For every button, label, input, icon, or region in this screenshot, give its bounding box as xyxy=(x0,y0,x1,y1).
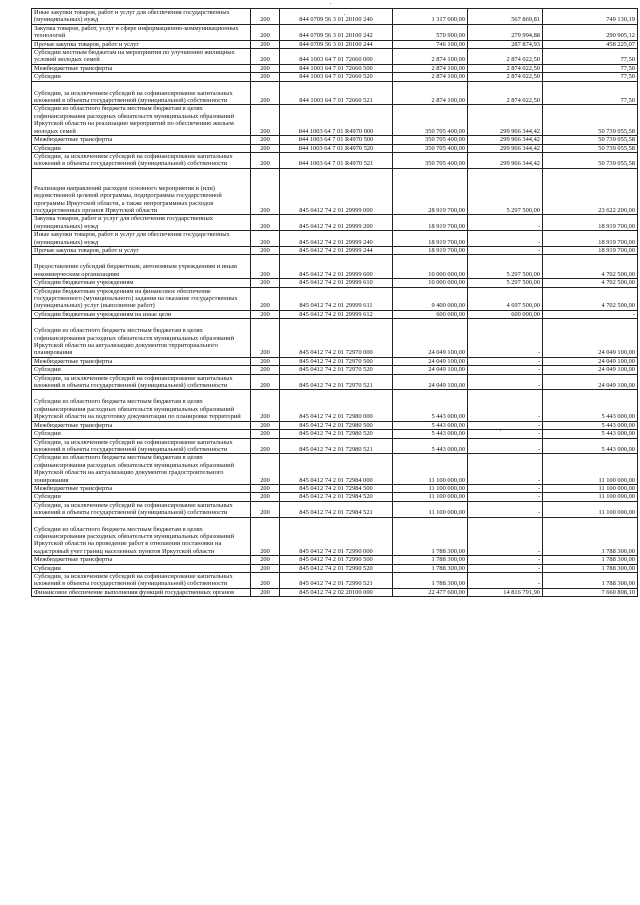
row-rest: 1 788 300,00 xyxy=(543,564,638,572)
row-fact: - xyxy=(468,493,543,501)
row-name: Субсидии xyxy=(32,564,251,572)
row-kbk: 845 0412 74 2 01 72970 000 xyxy=(280,319,393,358)
row-plan: 570 900,00 xyxy=(393,24,468,40)
row-rest: 5 443 000,00 xyxy=(543,390,638,421)
row-name: Межбюджетные трансферты xyxy=(32,136,251,144)
table-row xyxy=(32,357,638,365)
row-code: 200 xyxy=(251,430,280,438)
row-code: 200 xyxy=(251,493,280,501)
table-row xyxy=(32,517,638,556)
row-plan: 24 049 100,00 xyxy=(393,366,468,374)
row-plan: 5 443 000,00 xyxy=(393,421,468,429)
row-rest: 77,50 xyxy=(543,64,638,72)
row-fact: - xyxy=(468,374,543,390)
row-plan: 2 874 100,00 xyxy=(393,49,468,65)
table-row xyxy=(32,454,638,485)
row-fact: - xyxy=(468,421,543,429)
row-kbk: 845 0412 74 2 01 29999 200 xyxy=(280,215,393,231)
row-fact: 2 874 022,50 xyxy=(468,81,543,105)
row-code: 200 xyxy=(251,215,280,231)
row-kbk: 845 0412 74 2 01 72970 521 xyxy=(280,374,393,390)
row-plan: 18 919 700,00 xyxy=(393,215,468,231)
table-row xyxy=(32,255,638,279)
row-name: Реализация направлений расходов основного мероприятия и (или) ведомственной целевой программы, подпрограммы государственной программы Иркутской области, а также непрограммных расходов государственных органов Иркутской области xyxy=(32,168,251,215)
row-code: 200 xyxy=(251,573,280,589)
row-plan: 11 100 000,00 xyxy=(393,493,468,501)
row-code: 200 xyxy=(251,287,280,310)
row-plan: 1 317 000,00 xyxy=(393,9,468,25)
row-rest: 4 702 500,00 xyxy=(543,287,638,310)
row-fact: - xyxy=(468,430,543,438)
row-kbk: 844 1003 64 7 01 R4970 500 xyxy=(280,136,393,144)
row-fact: 299 966 344,42 xyxy=(468,152,543,168)
row-kbk: 845 0412 74 2 01 72980 500 xyxy=(280,421,393,429)
row-code: 200 xyxy=(251,246,280,254)
row-rest: 24 049 100,00 xyxy=(543,366,638,374)
row-plan: 10 000 000,00 xyxy=(393,279,468,287)
row-kbk: 844 1003 64 7 01 R4970 520 xyxy=(280,144,393,152)
row-rest: 458 225,07 xyxy=(543,40,638,48)
row-name: Закупка товаров, работ и услуг для обеспечения государственных (муниципальных) нужд xyxy=(32,215,251,231)
row-plan: 350 705 400,00 xyxy=(393,144,468,152)
row-kbk: 845 0412 74 2 01 72980 521 xyxy=(280,438,393,454)
row-rest: 50 739 055,58 xyxy=(543,136,638,144)
row-code: 200 xyxy=(251,421,280,429)
row-plan: 350 705 400,00 xyxy=(393,136,468,144)
row-name: Субсидии из областного бюджета местным бюджетам в целях софинансирования расходных обязательств муниципальных образований Иркутской области на актуализацию документов территориального планирования xyxy=(32,319,251,358)
row-plan: 18 919 700,00 xyxy=(393,246,468,254)
row-code: 200 xyxy=(251,73,280,81)
table-row xyxy=(32,556,638,564)
row-fact: - xyxy=(468,556,543,564)
row-code: 200 xyxy=(251,564,280,572)
row-code: 200 xyxy=(251,255,280,279)
row-plan: 28 919 700,00 xyxy=(393,168,468,215)
row-kbk: 845 0412 74 2 01 29999 240 xyxy=(280,231,393,247)
row-rest: 5 443 000,00 xyxy=(543,438,638,454)
row-plan: 18 919 700,00 xyxy=(393,231,468,247)
row-code: 200 xyxy=(251,517,280,556)
row-name: Субсидии xyxy=(32,366,251,374)
row-fact: 287 874,93 xyxy=(468,40,543,48)
row-kbk: 845 0412 74 2 01 72990 500 xyxy=(280,556,393,564)
row-fact: 5 297 500,00 xyxy=(468,255,543,279)
row-code: 200 xyxy=(251,40,280,48)
row-name: Субсидии из областного бюджета местным бюджетам в целях софинансирования расходных обязательств муниципальных образований Иркутской области на реализацию мероприятий по обеспечению жильем молодых семей xyxy=(32,105,251,136)
row-rest: 77,50 xyxy=(543,73,638,81)
row-kbk: 845 0412 74 2 01 72990 520 xyxy=(280,564,393,572)
table-row xyxy=(32,168,638,215)
row-kbk: 845 0412 74 2 01 72970 520 xyxy=(280,366,393,374)
row-kbk: 844 1003 64 7 01 72660 000 xyxy=(280,49,393,65)
row-name: Субсидии бюджетным учреждениям xyxy=(32,279,251,287)
row-code: 200 xyxy=(251,366,280,374)
row-name: Межбюджетные трансферты xyxy=(32,64,251,72)
table-row xyxy=(32,390,638,421)
row-name: Субсидии, за исключением субсидий на софинансирование капитальных вложений в объекты государственной (муниципальной) собственности xyxy=(32,152,251,168)
table-row xyxy=(32,366,638,374)
row-rest: - xyxy=(543,310,638,318)
table-row xyxy=(32,438,638,454)
table-row xyxy=(32,319,638,358)
row-fact: - xyxy=(468,215,543,231)
row-fact: - xyxy=(468,438,543,454)
row-code: 200 xyxy=(251,136,280,144)
row-fact: - xyxy=(468,246,543,254)
row-name: Субсидии xyxy=(32,144,251,152)
row-name: Субсидии xyxy=(32,493,251,501)
row-rest: 24 049 100,00 xyxy=(543,357,638,365)
row-code: 200 xyxy=(251,357,280,365)
row-name: Иные закупки товаров, работ и услуг для обеспечения государственных (муниципальных) нужд xyxy=(32,231,251,247)
row-rest: 1 788 300,00 xyxy=(543,573,638,589)
row-plan: 2 874 100,00 xyxy=(393,73,468,81)
row-rest: 4 702 500,00 xyxy=(543,279,638,287)
table-row xyxy=(32,421,638,429)
row-rest: 7 660 808,10 xyxy=(543,588,638,596)
row-name: Субсидии из областного бюджета местным бюджетам в целях софинансирования расходных обязательств муниципальных образований Иркутской области на актуализацию документов градостроительного зонирования xyxy=(32,454,251,485)
row-code: 200 xyxy=(251,105,280,136)
row-rest: 5 443 000,00 xyxy=(543,430,638,438)
row-plan: 11 100 000,00 xyxy=(393,501,468,517)
row-rest: 5 443 000,00 xyxy=(543,421,638,429)
row-fact: 5 297 500,00 xyxy=(468,279,543,287)
table-row xyxy=(32,231,638,247)
row-plan: 9 400 000,00 xyxy=(393,287,468,310)
row-kbk: 844 1003 64 7 01 R4970 521 xyxy=(280,152,393,168)
row-kbk: 844 1003 64 7 01 72660 521 xyxy=(280,81,393,105)
row-name: Субсидии, за исключением субсидий на софинансирование капитальных вложений в объекты государственной (муниципальной) собственности xyxy=(32,573,251,589)
row-code: 200 xyxy=(251,24,280,40)
row-code: 200 xyxy=(251,64,280,72)
row-name: Межбюджетные трансферты xyxy=(32,421,251,429)
row-fact: 299 966 344,42 xyxy=(468,105,543,136)
table-row xyxy=(32,136,638,144)
row-fact: 279 994,88 xyxy=(468,24,543,40)
table-row xyxy=(32,81,638,105)
row-kbk: 845 0412 74 2 01 72990 521 xyxy=(280,573,393,589)
row-code: 200 xyxy=(251,231,280,247)
row-kbk: 845 0412 74 2 01 72984 520 xyxy=(280,493,393,501)
row-kbk: 845 0412 74 2 01 72980 000 xyxy=(280,390,393,421)
table-row xyxy=(32,374,638,390)
row-rest: 11 100 000,00 xyxy=(543,484,638,492)
row-fact: 2 874 022,50 xyxy=(468,49,543,65)
row-name: Закупка товаров, работ, услуг в сфере информационно-коммуникационных технологий xyxy=(32,24,251,40)
row-plan: 11 100 000,00 xyxy=(393,484,468,492)
scan-dot xyxy=(330,3,331,4)
row-kbk: 845 0412 74 2 01 29999 244 xyxy=(280,246,393,254)
row-fact: - xyxy=(468,484,543,492)
row-kbk: 845 0412 74 2 01 72984 500 xyxy=(280,484,393,492)
row-code: 200 xyxy=(251,501,280,517)
row-kbk: 845 0412 74 2 01 29999 612 xyxy=(280,310,393,318)
row-fact: 567 869,81 xyxy=(468,9,543,25)
row-name: Финансовое обеспечение выполнения функций государственных органов xyxy=(32,588,251,596)
row-plan: 22 477 600,00 xyxy=(393,588,468,596)
row-kbk: 845 0412 74 2 01 72980 520 xyxy=(280,430,393,438)
row-kbk: 844 0709 56 3 01 20100 240 xyxy=(280,9,393,25)
row-rest: 18 919 700,00 xyxy=(543,246,638,254)
row-code: 200 xyxy=(251,390,280,421)
table-row xyxy=(32,484,638,492)
row-code: 200 xyxy=(251,374,280,390)
row-fact: - xyxy=(468,390,543,421)
row-plan: 1 788 300,00 xyxy=(393,517,468,556)
table-row xyxy=(32,144,638,152)
row-code: 200 xyxy=(251,556,280,564)
table-row xyxy=(32,430,638,438)
row-fact: 4 697 500,00 xyxy=(468,287,543,310)
row-name: Межбюджетные трансферты xyxy=(32,556,251,564)
row-code: 200 xyxy=(251,168,280,215)
row-fact: - xyxy=(468,501,543,517)
row-rest: 50 739 055,58 xyxy=(543,105,638,136)
row-name: Межбюджетные трансферты xyxy=(32,357,251,365)
table-row xyxy=(32,105,638,136)
row-plan: 1 788 300,00 xyxy=(393,564,468,572)
table-row xyxy=(32,49,638,65)
table-row xyxy=(32,64,638,72)
row-kbk: 845 0412 74 2 01 72984 000 xyxy=(280,454,393,485)
row-kbk: 845 0412 74 2 01 29999 000 xyxy=(280,168,393,215)
table-row xyxy=(32,501,638,517)
row-name: Межбюджетные трансферты xyxy=(32,484,251,492)
row-fact: 600 000,00 xyxy=(468,310,543,318)
row-rest: 749 130,19 xyxy=(543,9,638,25)
row-kbk: 845 0412 74 2 01 29999 610 xyxy=(280,279,393,287)
row-fact: 2 874 022,50 xyxy=(468,64,543,72)
table-row xyxy=(32,493,638,501)
table-row xyxy=(32,588,638,596)
table-body xyxy=(32,9,638,597)
row-fact: 299 966 344,42 xyxy=(468,136,543,144)
budget-execution-table xyxy=(31,8,638,597)
row-kbk: 844 1003 64 7 01 R4970 000 xyxy=(280,105,393,136)
row-rest: 1 788 300,00 xyxy=(543,517,638,556)
row-plan: 5 443 000,00 xyxy=(393,430,468,438)
row-name: Предоставление субсидий бюджетным, автономным учреждениям и иным некоммерческим организациям xyxy=(32,255,251,279)
row-code: 200 xyxy=(251,9,280,25)
table-row xyxy=(32,9,638,25)
row-name: Субсидии местным бюджетам на мероприятия по улучшению жилищных условий молодых семей xyxy=(32,49,251,65)
table-row xyxy=(32,279,638,287)
row-code: 200 xyxy=(251,484,280,492)
row-plan: 5 443 000,00 xyxy=(393,438,468,454)
table-row xyxy=(32,73,638,81)
row-plan: 1 788 300,00 xyxy=(393,573,468,589)
row-code: 200 xyxy=(251,310,280,318)
table-row xyxy=(32,564,638,572)
row-name: Прочая закупка товаров, работ и услуг xyxy=(32,246,251,254)
row-fact: - xyxy=(468,573,543,589)
row-fact: 14 816 791,90 xyxy=(468,588,543,596)
row-fact: - xyxy=(468,454,543,485)
row-rest: 290 905,12 xyxy=(543,24,638,40)
row-fact: 2 874 022,50 xyxy=(468,73,543,81)
row-code: 200 xyxy=(251,152,280,168)
report-page xyxy=(31,8,635,597)
row-code: 200 xyxy=(251,49,280,65)
row-kbk: 844 0709 56 3 01 20100 244 xyxy=(280,40,393,48)
row-name: Субсидии, за исключением субсидий на софинансирование капитальных вложений в объекты государственной (муниципальной) собственности xyxy=(32,374,251,390)
row-name: Субсидии бюджетным учреждениям на финансовое обеспечение государственного (муниципального) задания на оказание государственных (муниципальных) услуг (выполнение работ) xyxy=(32,287,251,310)
row-rest: 23 622 200,00 xyxy=(543,168,638,215)
row-code: 200 xyxy=(251,588,280,596)
row-plan: 24 049 100,00 xyxy=(393,319,468,358)
row-rest: 1 788 300,00 xyxy=(543,556,638,564)
row-fact: - xyxy=(468,319,543,358)
row-plan: 24 049 100,00 xyxy=(393,357,468,365)
row-plan: 5 443 000,00 xyxy=(393,390,468,421)
row-fact: - xyxy=(468,366,543,374)
row-name: Субсидии из областного бюджета местным бюджетам в целях софинансирования расходных обязательств муниципальных образований Иркутской области на подготовку документации по планировке территорий xyxy=(32,390,251,421)
row-rest: 77,50 xyxy=(543,49,638,65)
row-plan: 350 705 400,00 xyxy=(393,105,468,136)
table-row xyxy=(32,246,638,254)
table-row xyxy=(32,24,638,40)
row-code: 200 xyxy=(251,81,280,105)
row-plan: 2 874 100,00 xyxy=(393,64,468,72)
row-name: Прочая закупка товаров, работ и услуг xyxy=(32,40,251,48)
row-rest: 11 100 000,00 xyxy=(543,493,638,501)
row-fact: 5 297 500,00 xyxy=(468,168,543,215)
row-plan: 746 100,00 xyxy=(393,40,468,48)
row-rest: 24 049 100,00 xyxy=(543,319,638,358)
row-kbk: 845 0412 74 2 01 72984 521 xyxy=(280,501,393,517)
table-row xyxy=(32,152,638,168)
row-code: 200 xyxy=(251,438,280,454)
row-name: Субсидии, за исключением субсидий на софинансирование капитальных вложений в объекты государственной (муниципальной) собственности xyxy=(32,438,251,454)
row-rest: 18 919 700,00 xyxy=(543,215,638,231)
row-fact: - xyxy=(468,357,543,365)
row-name: Иные закупки товаров, работ и услуг для обеспечения государственных (муниципальных) нужд xyxy=(32,9,251,25)
row-rest: 77,50 xyxy=(543,81,638,105)
row-rest: 50 739 055,58 xyxy=(543,144,638,152)
row-fact: 299 966 344,42 xyxy=(468,144,543,152)
row-kbk: 844 0709 56 3 01 20100 242 xyxy=(280,24,393,40)
row-rest: 11 100 000,00 xyxy=(543,501,638,517)
row-kbk: 845 0412 74 2 01 72990 000 xyxy=(280,517,393,556)
row-rest: 24 049 100,00 xyxy=(543,374,638,390)
row-plan: 10 000 000,00 xyxy=(393,255,468,279)
row-plan: 24 049 100,00 xyxy=(393,374,468,390)
row-name: Субсидии xyxy=(32,430,251,438)
row-name: Субсидии, за исключением субсидий на софинансирование капитальных вложений в объекты государственной (муниципальной) собственности xyxy=(32,81,251,105)
row-plan: 350 705 400,00 xyxy=(393,152,468,168)
row-plan: 1 788 300,00 xyxy=(393,556,468,564)
row-kbk: 845 0412 74 2 01 29999 600 xyxy=(280,255,393,279)
table-row xyxy=(32,40,638,48)
table-row xyxy=(32,310,638,318)
row-kbk: 845 0412 74 2 02 20100 000 xyxy=(280,588,393,596)
row-rest: 11 100 000,00 xyxy=(543,454,638,485)
row-kbk: 845 0412 74 2 01 29999 611 xyxy=(280,287,393,310)
row-fact: - xyxy=(468,231,543,247)
row-plan: 2 874 100,00 xyxy=(393,81,468,105)
row-plan: 11 100 000,00 xyxy=(393,454,468,485)
row-kbk: 844 1003 64 7 01 72660 500 xyxy=(280,64,393,72)
row-name: Субсидии, за исключением субсидий на софинансирование капитальных вложений в объекты государственной (муниципальной) собственности xyxy=(32,501,251,517)
table-row xyxy=(32,287,638,310)
row-name: Субсидии из областного бюджета местным бюджетам в целях софинансирования расходных обязательств муниципальных образований Иркутской области на проведение работ в отношении постановки на кадастровый учет границ населенных пунктов Иркутской области xyxy=(32,517,251,556)
table-row xyxy=(32,215,638,231)
row-rest: 50 739 055,58 xyxy=(543,152,638,168)
row-name: Субсидии xyxy=(32,73,251,81)
row-code: 200 xyxy=(251,144,280,152)
row-rest: 18 919 700,00 xyxy=(543,231,638,247)
row-rest: 4 702 500,00 xyxy=(543,255,638,279)
row-code: 200 xyxy=(251,319,280,358)
row-code: 200 xyxy=(251,454,280,485)
row-kbk: 844 1003 64 7 01 72660 520 xyxy=(280,73,393,81)
row-name: Субсидии бюджетным учреждениям на иные цели xyxy=(32,310,251,318)
row-fact: - xyxy=(468,564,543,572)
row-fact: - xyxy=(468,517,543,556)
row-kbk: 845 0412 74 2 01 72970 500 xyxy=(280,357,393,365)
row-plan: 600 000,00 xyxy=(393,310,468,318)
table-row xyxy=(32,573,638,589)
row-code: 200 xyxy=(251,279,280,287)
